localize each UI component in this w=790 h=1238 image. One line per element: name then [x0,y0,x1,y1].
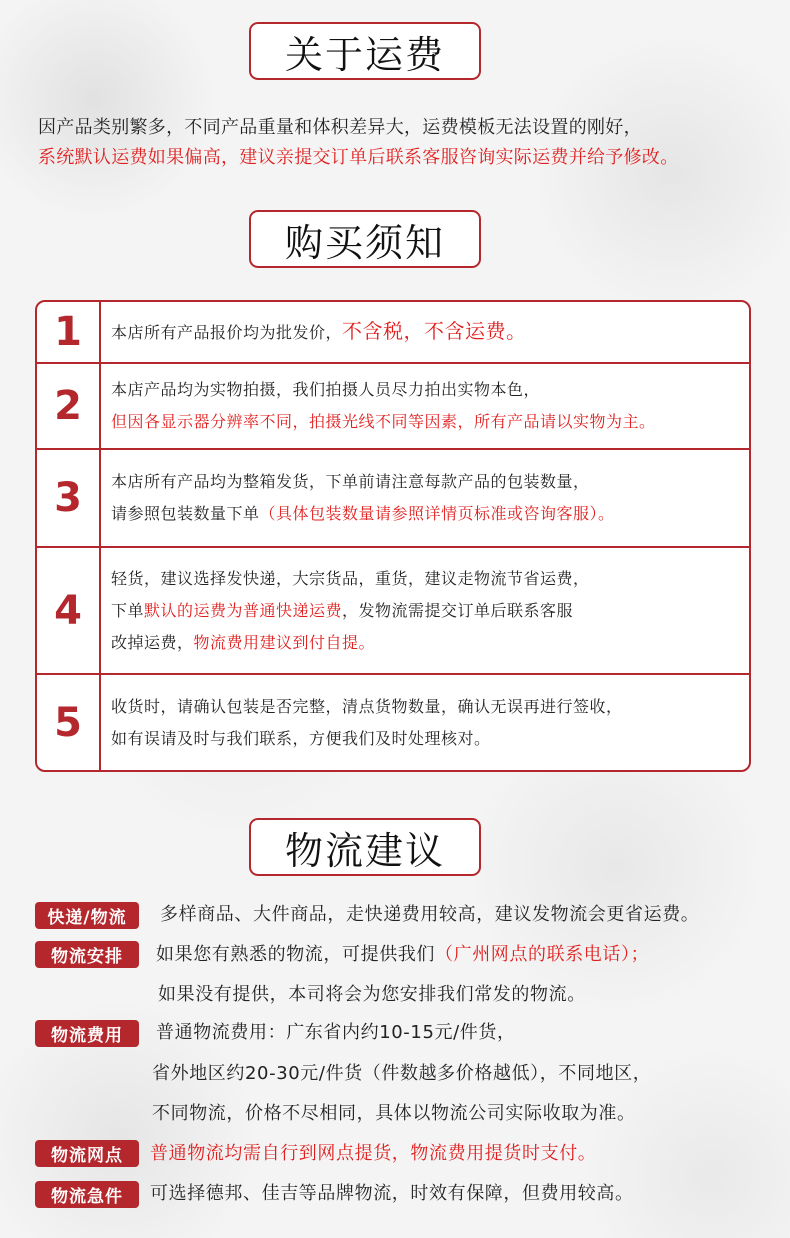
section-title-shipping: 关于运费 [249,22,481,80]
notice-text: 本店所有产品均为整箱发货，下单前请注意每款产品的包装数量， [111,472,590,491]
notice-text: 轻货，建议选择发快递，大宗货品，重货，建议走物流节省运费， [111,568,590,588]
notice-number: 1 [37,302,101,362]
notice-text: 下单 [111,600,145,620]
shipping-intro-line1: 因产品类别繁多，不同产品重量和体积差异大，运费模板无法设置的刚好， [38,117,642,138]
notice-highlight: 不含税，不含运费。 [342,319,527,343]
urgent-text: 可选择德邦、佳吉等品牌物流，时效有保障，但费用较高。 [150,1183,634,1204]
notice-text: 如有误请及时与我们联系，方便我们及时处理核对。 [111,728,491,748]
notice-highlight: 物流费用建议到付自提。 [193,632,376,652]
tag-cost: 物流费用 [35,1020,139,1047]
notice-table [35,300,751,772]
notice-number: 2 [37,364,101,448]
notice-row-5 [37,673,749,770]
notice-row-1 [37,302,749,362]
notice-cell [101,675,623,770]
arrange-text-2: 如果没有提供，本司将会为您安排我们常发的物流。 [158,984,586,1005]
arrange-text: 如果您有熟悉的物流，可提供我们 [156,944,435,965]
notice-text: 收货时，请确认包装是否完整，清点货物数量，确认无误再进行签收， [111,696,623,716]
notice-row-4 [37,546,749,673]
notice-highlight: 默认的运费为普通快递运费 [144,600,343,620]
notice-number: 3 [37,450,101,546]
cost-text-1: 普通物流费用：广东省内约10-15元/件货， [156,1022,516,1043]
notice-cell [101,450,615,546]
section-title-logistics: 物流建议 [249,818,481,876]
notice-cell [101,548,590,673]
notice-cell [101,364,656,448]
express-text: 多样商品、大件商品，走快递费用较高，建议发物流会更省运费。 [160,904,700,925]
notice-row-3 [37,448,749,546]
tag-express: 快递/物流 [35,902,139,929]
tag-urgent: 物流急件 [35,1181,139,1208]
notice-number: 4 [37,548,101,673]
tag-point: 物流网点 [35,1140,139,1167]
notice-text: 本店产品均为实物拍摄，我们拍摄人员尽力拍出实物本色， [111,380,541,399]
cost-text-3: 不同物流，价格不尽相同，具体以物流公司实际收取为准。 [152,1103,636,1124]
arrange-text-1 [156,943,649,967]
notice-text: 请参照包装数量下单 [111,504,260,523]
notice-highlight: 但因各显示器分辨率不同，拍摄光线不同等因素，所有产品请以实物为主。 [111,412,656,431]
notice-text: 改掉运费， [111,632,194,652]
notice-highlight: （具体包装数量请参照详情页标准或咨询客服）。 [259,504,615,523]
notice-text: ，发物流需提交订单后联系客服 [342,600,574,620]
section-title-notice: 购买须知 [249,210,481,268]
arrange-highlight: （广州网点的联系电话）； [435,944,650,965]
notice-row-2 [37,362,749,448]
point-text: 普通物流均需自行到网点提货，物流费用提货时支付。 [150,1143,597,1164]
shipping-intro-line2: 系统默认运费如果偏高，建议亲提交订单后联系客服咨询实际运费并给予修改。 [38,147,679,168]
notice-cell [101,302,527,362]
notice-text: 本店所有产品报价均为批发价， [111,323,343,342]
notice-number: 5 [37,675,101,770]
cost-text-2: 省外地区约20-30元/件货（件数越多价格越低），不同地区， [152,1063,652,1084]
tag-arrange: 物流安排 [35,941,139,968]
